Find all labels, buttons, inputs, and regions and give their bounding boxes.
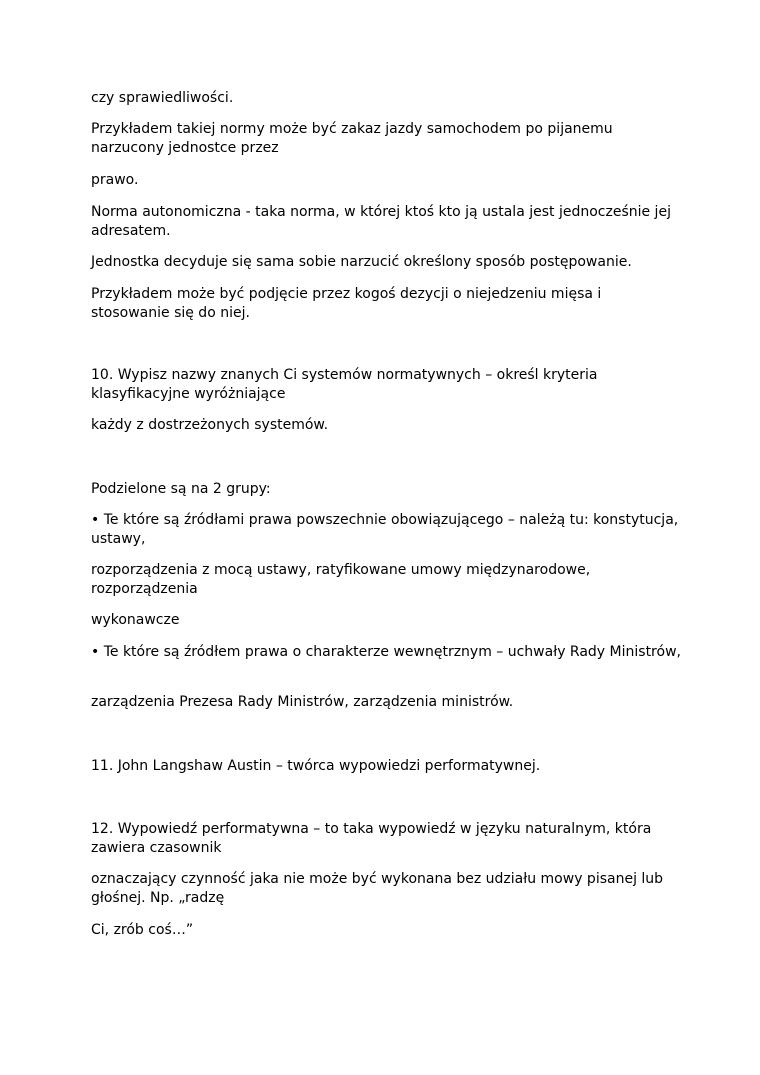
paragraph: prawo.: [91, 172, 139, 188]
paragraph: Jednostka decyduje się sama sobie narzucić określony sposób postępowanie.: [91, 254, 632, 270]
paragraph: Przykładem takiej normy może być zakaz jazdy samochodem po pijanemu narzucony jednostce przez: [91, 121, 613, 156]
paragraph: zarządzenia Prezesa Rady Ministrów, zarządzenia ministrów.: [91, 694, 514, 710]
paragraph: rozporządzenia z mocą ustawy, ratyfikowane umowy międzynarodowe, rozporządzenia: [91, 562, 591, 597]
question-heading: 10. Wypisz nazwy znanych Ci systemów normatywnych – określ kryteria klasyfikacyjne wyróżniające: [91, 367, 598, 402]
paragraph: Podzielone są na 2 grupy:: [91, 481, 271, 497]
bullet-item: • Te które są źródłem prawa o charakterze wewnętrznym – uchwały Rady Ministrów,: [91, 644, 681, 660]
question-heading: 12. Wypowiedź performatywna – to taka wypowiedź w języku naturalnym, która zawiera czasownik: [91, 821, 652, 856]
paragraph: wykonawcze: [91, 612, 180, 628]
paragraph: Przykładem może być podjęcie przez kogoś dezycji o niejedzeniu mięsa i stosowanie się do niej.: [91, 286, 602, 321]
paragraph: Ci, zrób coś…”: [91, 922, 194, 938]
paragraph: Norma autonomiczna - taka norma, w której ktoś kto ją ustala jest jednocześnie jej adresatem.: [91, 204, 671, 239]
paragraph: oznaczający czynność jaka nie może być wykonana bez udziału mowy pisanej lub głośnej. Np. „radzę: [91, 871, 664, 906]
paragraph: czy sprawiedliwości.: [91, 90, 234, 106]
bullet-item: • Te które są źródłami prawa powszechnie obowiązującego – należą tu: konstytucja, ustawy,: [91, 512, 679, 547]
question-heading: 11. John Langshaw Austin – twórca wypowiedzi performatywnej.: [91, 758, 541, 774]
paragraph: każdy z dostrzeżonych systemów.: [91, 417, 329, 433]
